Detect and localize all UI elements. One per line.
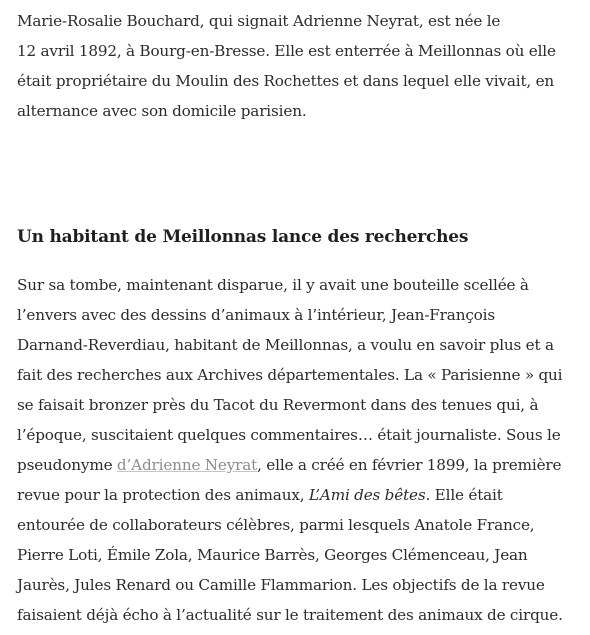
text-line: l’époque, suscitaient quelques commentaires… était journaliste. Sous le — [17, 426, 561, 444]
intro-paragraph — [17, 6, 587, 126]
magazine-title: L’Ami des bêtes — [308, 486, 426, 504]
text-line: pseudonyme — [17, 456, 117, 474]
text-line: 12 avril 1892, à Bourg-en-Bresse. Elle est enterrée à Meillonnas où elle — [17, 42, 556, 60]
adrienne-neyrat-link[interactable]: d’Adrienne Neyrat — [116, 456, 258, 474]
section-heading: Un habitant de Meillonnas lance des recherches — [17, 227, 469, 247]
text-line: se faisait bronzer près du Tacot du Revermont dans des tenues qui, à — [17, 396, 539, 414]
text-line: Jaurès, Jules Renard ou Camille Flammarion. Les objectifs de la revue — [17, 576, 545, 594]
text-line: faisaient déjà écho à l’actualité sur le traitement des animaux de cirque. — [17, 606, 563, 624]
text-line: Pierre Loti, Émile Zola, Maurice Barrès, Georges Clémenceau, Jean — [17, 546, 528, 564]
text-line: était propriétaire du Moulin des Rochettes et dans lequel elle vivait, en — [17, 72, 555, 90]
text-line: . Elle était — [425, 486, 503, 504]
text-line: fait des recherches aux Archives départementales. La « Parisienne » qui — [17, 366, 563, 384]
text-line: Marie-Rosalie Bouchard, qui signait Adrienne Neyrat, est née le — [17, 12, 501, 30]
text-line: Sur sa tombe, maintenant disparue, il y avait une bouteille scellée à — [17, 276, 529, 294]
text-line: l’envers avec des dessins d’animaux à l’intérieur, Jean-François — [17, 306, 496, 324]
text-line: revue pour la protection des animaux, — [17, 486, 309, 504]
text-line: Darnand-Reverdiau, habitant de Meillonnas, a voulu en savoir plus et a — [17, 336, 554, 354]
body-paragraph — [17, 270, 587, 630]
text-line: entourée de collaborateurs célèbres, parmi lesquels Anatole France, — [17, 516, 535, 534]
text-line: alternance avec son domicile parisien. — [17, 102, 307, 120]
text-line: , elle a créé en février 1899, la première — [257, 456, 562, 474]
